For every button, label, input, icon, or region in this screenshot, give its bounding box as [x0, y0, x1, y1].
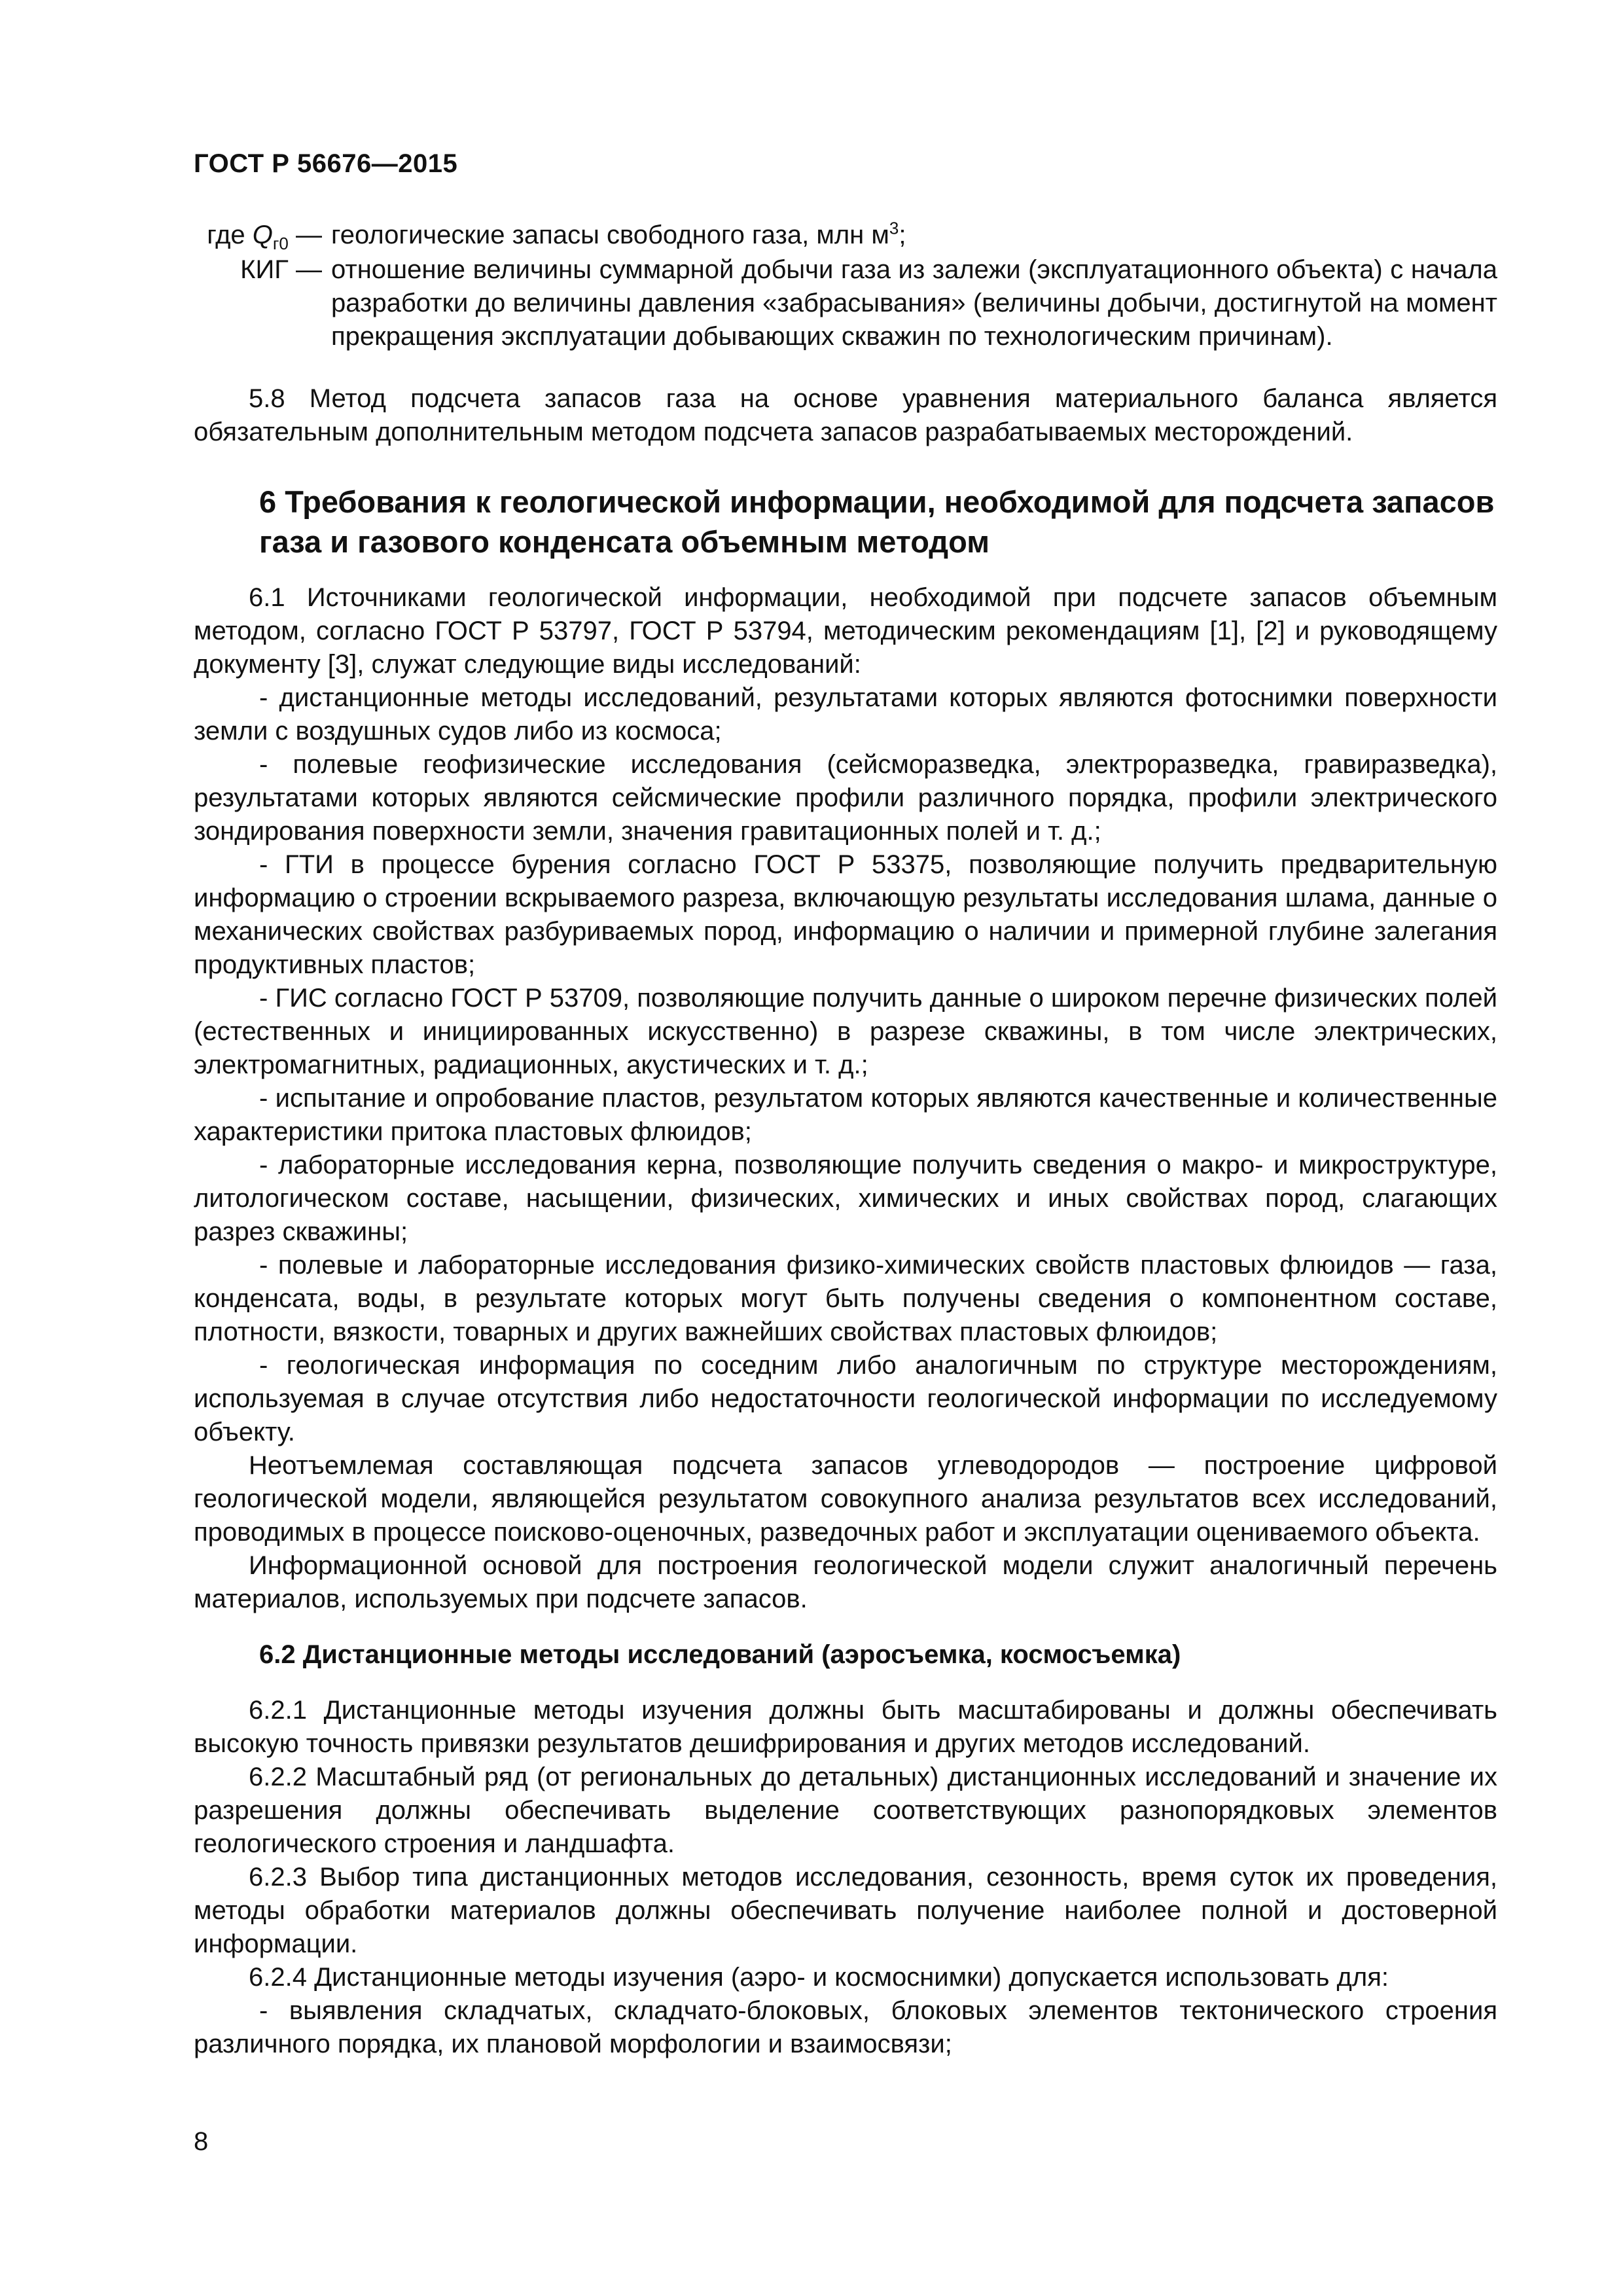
where-dash: — — [288, 221, 322, 249]
list-item: - полевые и лабораторные исследования физико-химических свойств пластовых флюидов — газа, конденсата, воды, в результате которых могут быть получены сведения о компонентном составе, плотности, вязкости, товарных и других важнейших свойствах пластовых флюидов; — [194, 1251, 1497, 1346]
var-q-subscript: г0 — [272, 234, 289, 253]
where-def-qg0: геологические запасы свободного газа, млн $м^3$; — [331, 218, 906, 249]
section-6-2-title: 6.2 Дистанционные методы исследований (аэросъемка, космосъемка) — [259, 1640, 1181, 1669]
list-item: - полевые геофизические исследования (сейсморазведка, электроразведка, гравиразведка), результатами которых являются сейсмические профили различного порядка, профили электрического зондирования поверхности земли, значения гравитационных полей и т. д.; — [194, 750, 1497, 846]
paragraph-geo-model: Неотъемлемая составляющая подсчета запасов углеводородов — построение цифровой геологической модели, являющейся результатом совокупного анализа результатов всех исследований, проводимых в процессе поисково-оценочных, разведочных работ и эксплуатации оцениваемого объекта. — [194, 1451, 1497, 1547]
list-item: - выявления складчатых, складчато-блоковых, блоковых элементов тектонического строения различного порядка, их плановой морфологии и взаимосвязи; — [194, 1996, 1497, 2058]
paragraph-6-2-2: 6.2.2 Масштабный ряд (от региональных до детальных) дистанционных исследований и значение их разрешения должны обеспечивать выделение соответствующих разнопорядковых элементов геологического строения и ландшафта. — [194, 1763, 1497, 1858]
paragraph-5-8: 5.8 Метод подсчета запасов газа на основе уравнения материального баланса является обязательным дополнительным методом подсчета запасов разрабатываемых месторождений. — [194, 384, 1497, 446]
where-term-kig: КИГ — — [240, 255, 322, 284]
var-q: Q — [252, 221, 273, 249]
where-block — [194, 219, 1497, 355]
paragraph-6-2-1: 6.2.1 Дистанционные методы изучения должны быть масштабированы и должны обеспечивать высокую точность привязки результатов дешифрирования и других методов исследований. — [194, 1696, 1497, 1758]
where-term-qg0 — [194, 219, 331, 253]
paragraph-6-2-3: 6.2.3 Выбор типа дистанционных методов исследования, сезонность, время суток их проведения, методы обработки материалов должны обеспечивать получение наиболее полной и достоверной информации. — [194, 1863, 1497, 1958]
paragraph-6-2-4: 6.2.4 Дистанционные методы изучения (аэро- и космоснимки) допускается использовать для: — [249, 1963, 1389, 1992]
page-number: 8 — [194, 2127, 209, 2156]
list-item: - геологическая информация по соседним либо аналогичным по структуре месторождениям, используемая в случае отсутствия либо недостаточности геологической информации по исследуемому объекту. — [194, 1351, 1497, 1446]
paragraph-6-1: 6.1 Источниками геологической информации, необходимой при подсчете запасов объемным методом, согласно ГОСТ Р 53797, ГОСТ Р 53794, методическим рекомендациям [1], [2] и руководящему документу [3], служат следующие виды исследований: — [194, 583, 1497, 679]
standard-header: ГОСТ Р 56676—2015 — [194, 149, 458, 178]
list-item: - ГИС согласно ГОСТ Р 53709, позволяющие получить данные о широком перечне физических полей (естественных и инициированных искусственно) в разрезе скважины, в том числе электрических, электромагнитных, радиационных, акустических и т. д.; — [194, 984, 1497, 1079]
list-item: - испытание и опробование пластов, результатом которых являются качественные и количественные характеристики притока пластовых флюидов; — [194, 1084, 1497, 1146]
list-item: - лабораторные исследования керна, позволяющие получить сведения о макро- и микроструктуре, литологическом составе, насыщении, физических, химических и иных свойствах пород, слагающих разрез скважины; — [194, 1151, 1497, 1246]
unit-superscript: 3 — [889, 218, 899, 238]
page-content — [194, 219, 1497, 2061]
list-item: - дистанционные методы исследований, результатами которых являются фотоснимки поверхности земли с воздушных судов либо из космоса; — [194, 683, 1497, 745]
list-item: - ГТИ в процессе бурения согласно ГОСТ Р 53375, позволяющие получить предварительную информацию о строении вскрываемого разреза, включающую результаты исследования шлама, данные о механических свойствах разбуриваемых пород, информацию о наличии и примерной глубине залегания продуктивных пластов; — [194, 850, 1497, 979]
where-def-kig: отношение величины суммарной добычи газа из залежи (эксплуатационного объекта) с начала разработки до величины давления «забрасывания» (величины добычи, достигнутой на момент прекращения эксплуатации добывающих скважин по технологическим причинам). — [331, 255, 1497, 351]
section-6-title: 6 Требования к геологической информации, необходимой для подсчета запасов газа и газового конденсата объемным методом — [259, 484, 1495, 559]
paragraph-info-basis: Информационной основой для построения геологической модели служит аналогичный перечень материалов, используемых при подсчете запасов. — [194, 1551, 1497, 1613]
where-prefix: где — [207, 221, 253, 249]
